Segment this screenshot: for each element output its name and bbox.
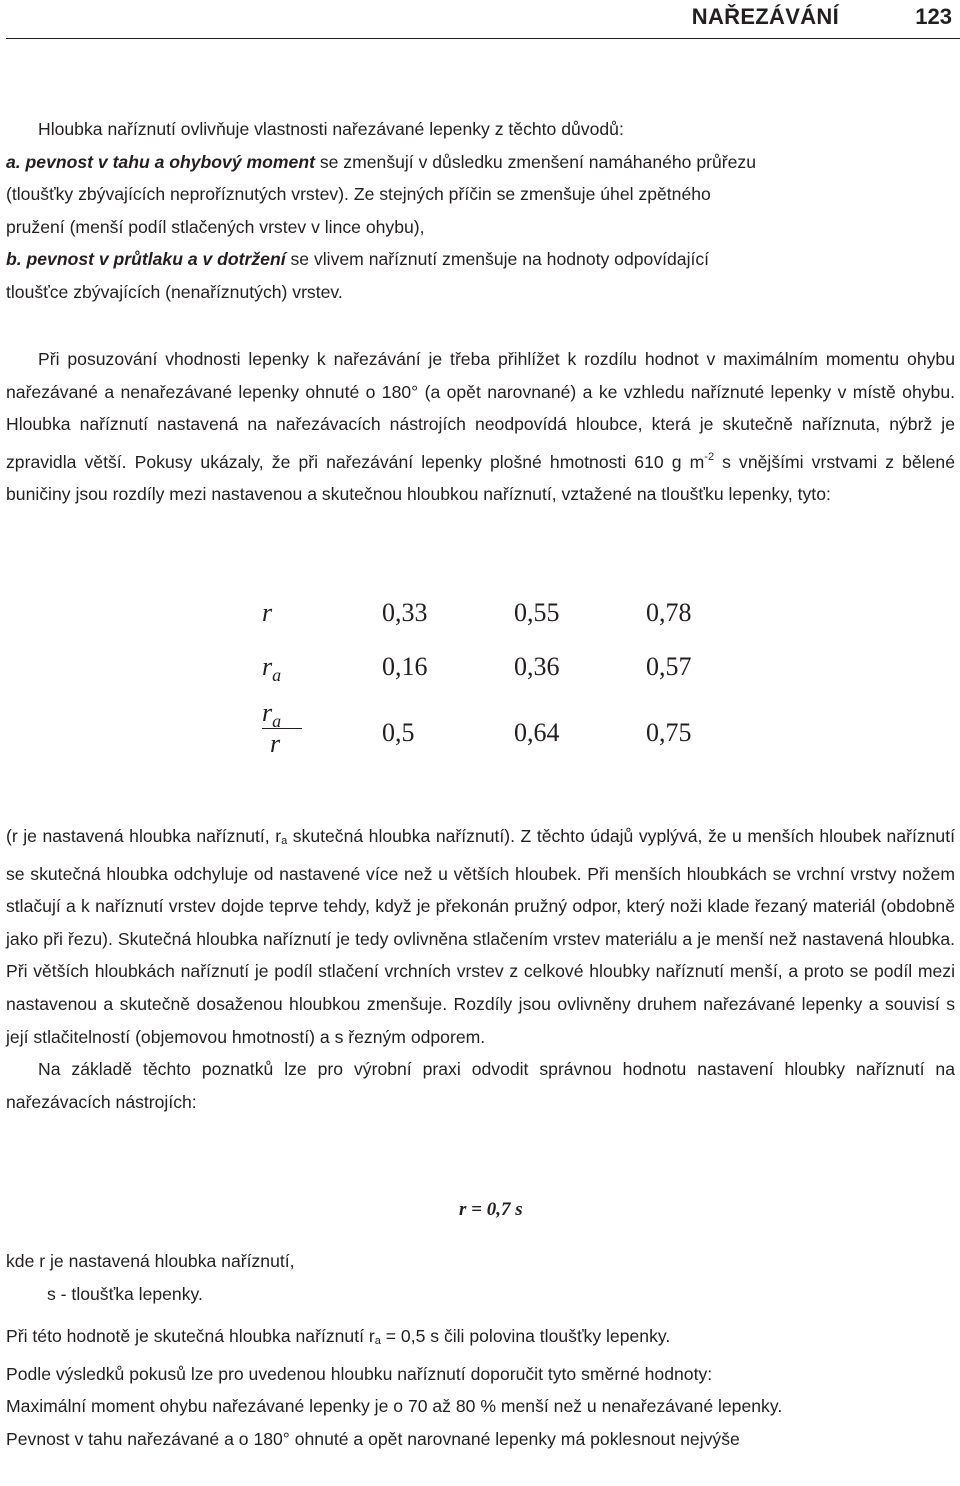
item-b-text-2: tloušťce zbývajících (nenaříznutých) vrstev.: [6, 281, 343, 302]
ratio-fraction: [262, 698, 306, 759]
symbol-r: r: [262, 652, 273, 681]
paragraph-3: Na základě těchto poznatků lze pro výrobní praxi odvodit správnou hodnotu nastavení hloubky naříznutí na nařezávacích nástrojích:: [6, 1059, 955, 1112]
item-a-text-3: pružení (menší podíl stlačených vrstev v lince ohybu),: [6, 216, 425, 237]
subscript-a: a: [281, 835, 288, 847]
item-a-text-1: se zmenšují v důsledku zmenšení namáhaného průřezu: [314, 151, 757, 172]
subscript-a: a: [374, 1335, 381, 1348]
item-a-label: a. pevnost v tahu a ohybový moment: [6, 151, 315, 172]
paragraph-4-text: Při této hodnotě je skutečná hloubka naříznutí r: [6, 1326, 375, 1347]
body-lower: [6, 820, 955, 1118]
item-a-text-2: (tloušťky zbývajících neproříznutých vrstev). Ze stejných příčin se zmenšuje úhel zpětného: [6, 184, 711, 205]
table-cell: 0,5: [382, 718, 415, 747]
where-line-2: s - tloušťka lepenky.: [47, 1283, 203, 1304]
item-b-text-1: se vlivem naříznutí zmenšuje na hodnoty odpovídající: [285, 249, 710, 270]
body-para1: [6, 343, 955, 511]
body-upper: [6, 113, 955, 309]
paragraph-2-text-cont: skutečná hloubka naříznutí). Z těchto údajů vyplývá, že u menších hloubek naříznutí se skutečná hloubka odchyluje od nastavené více než u větších hloubek. Při menších hloubkách se vrchní vrstvy nožem stlačují a k naříznutí vrstev dojde teprve tehdy, když je překonán pružný odpor, který noži klade řezaný materiál (obdobně jako při řezu). Skutečná hloubka naříznutí je tedy ovlivněna stlačením vrstev materiálu a je menší než nastavená hloubka. Při větších hloubkách naříznutí je podíl stlačení vrchních vrstev z celkové hloubky naříznutí menší, a proto se podíl mezi nastavenou a skutečně dosaženou hloubkou zmenšuje. Rozdíly jsou ovlivněny druhem nařezávané lepenky a souvisí s její stlačitelností (objemovou hmotností) a s řezným odporem.: [6, 826, 955, 1047]
symbol-r: r: [262, 698, 273, 727]
item-b-label: b. pevnost v průtlaku a v dotržení: [6, 249, 286, 270]
paragraph-6: Maximální moment ohybu nařezávané lepenky je o 70 až 80 % menší než u nenařezávané lepenky.: [6, 1396, 783, 1417]
where-line-1: kde r je nastavená hloubka naříznutí,: [6, 1251, 295, 1271]
paragraph-4: [6, 1320, 955, 1358]
subscript-a: a: [272, 665, 282, 685]
page-header: [0, 0, 960, 42]
formula: r = 0,7 s: [459, 1199, 523, 1220]
table-cell: 0,64: [514, 718, 560, 747]
fraction-numerator: [262, 698, 306, 731]
table-cell: 0,57: [646, 652, 692, 681]
paragraph-7: Pevnost v tahu nařezávané a o 180° ohnuté a opět narovnané lepenky má poklesnout nejvýše: [6, 1428, 740, 1449]
symbol-ra: [262, 652, 281, 686]
paragraph-2-text: (r je nastavená hloubka naříznutí, r: [6, 826, 282, 846]
fraction-denominator: r: [270, 729, 281, 758]
paragraph-2: [6, 820, 955, 1053]
table-cell: 0,16: [382, 652, 428, 681]
header-rule: [6, 38, 960, 39]
table-cell: 0,36: [514, 652, 560, 681]
item-b: [6, 243, 955, 308]
table-cell: 0,78: [646, 598, 692, 627]
body-tail: [6, 1245, 955, 1456]
paragraph-1: [6, 343, 955, 511]
table-cell: 0,33: [382, 598, 428, 627]
page-number: 123: [915, 4, 952, 29]
paragraph-1-text: Při posuzování vhodnosti lepenky k nařezávání je třeba přihlížet k rozdílu hodnot v maximálním momentu ohybu nařezávané a nenařezávané lepenky ohnuté o 180° (a opět narovnané) a ke vzhledu naříznuté lepenky v místě ohybu. Hloubka naříznutí nastavená na nařezávacích nástrojích neodpovídá hloubce, která je skutečně naříznuta, nýbrž je zpravidla větší. Pokusy ukázaly, že při nařezávání lepenky plošné hmotnosti 610 g m: [6, 349, 955, 472]
paragraph-4-text-cont: = 0,5 s čili polovina tloušťky lepenky.: [380, 1326, 671, 1347]
symbol-r: r: [262, 598, 273, 627]
paragraph-5: Podle výsledků pokusů lze pro uvedenou hloubku naříznutí doporučit tyto směrné hodnoty:: [6, 1363, 713, 1384]
subscript-a: a: [272, 711, 282, 731]
table-cell: 0,55: [514, 598, 560, 627]
chapter-title: NAŘEZÁVÁNÍ: [691, 4, 839, 29]
paragraph-1-text-cont: s vnějšími vrstvami z bělené buničiny jsou rozdíly mezi nastavenou a skutečnou hloubkou naříznutí, vztažené na tloušťku lepenky, tyto:: [6, 451, 955, 505]
table-cell: 0,75: [646, 718, 692, 747]
item-a: [6, 146, 955, 244]
intro-paragraph: Hloubka naříznutí ovlivňuje vlastnosti nařezávané lepenky z těchto důvodů:: [38, 119, 624, 139]
exponent: -2: [704, 450, 715, 463]
